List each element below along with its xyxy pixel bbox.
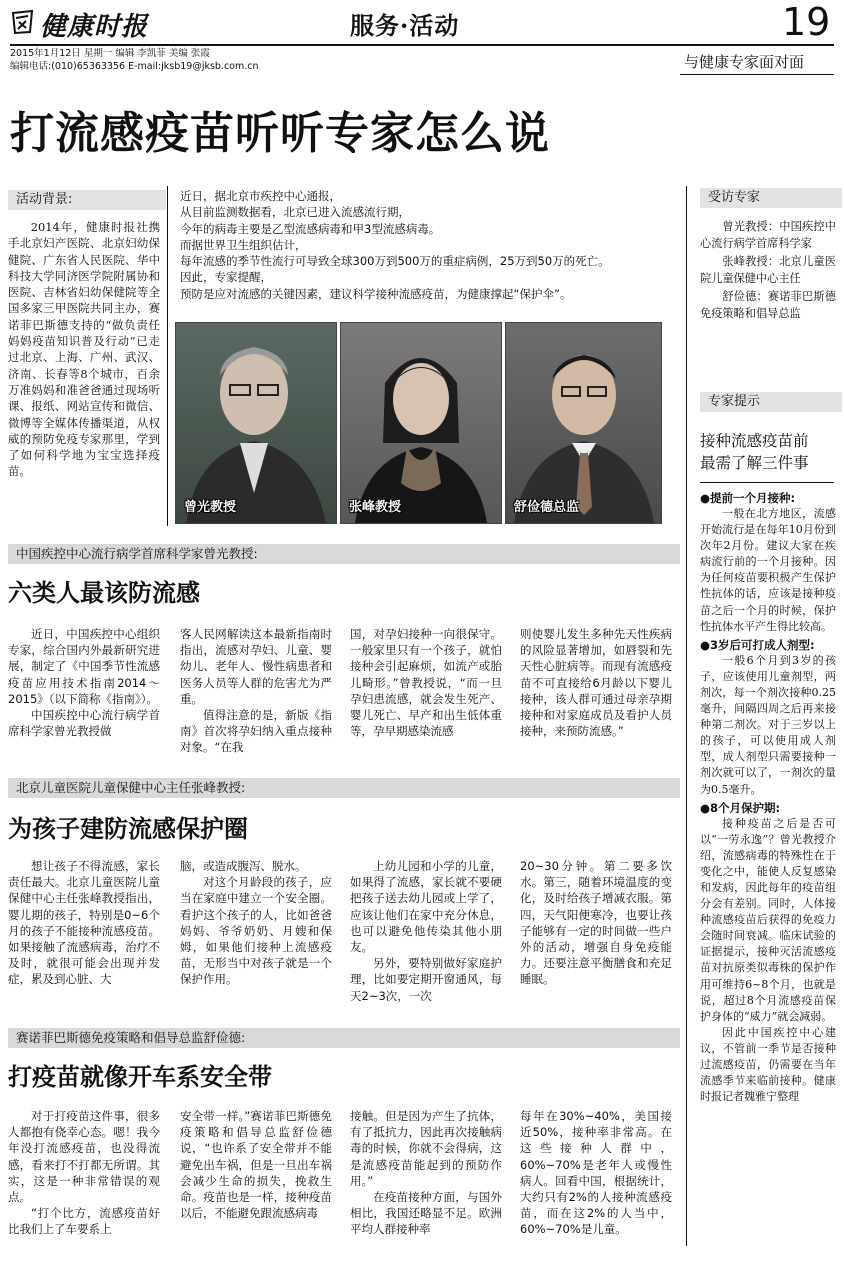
tips-rule bbox=[700, 482, 834, 483]
photo-caption: 舒俭德总监 bbox=[514, 500, 580, 515]
paragraph: 则使婴儿发生多种先天性疾病的风险显著增加，如唇裂和先天性心脏病等。而现有流感疫苗不可直接给6月龄以下婴儿接种，该人群可通过母亲孕期接种和对家庭成员及看护人员接种，来预防流感。” bbox=[520, 627, 672, 739]
photo-shu-jiande bbox=[505, 322, 662, 524]
paragraph: 对于打疫苗这件事，很多人都抱有侥幸心态。嗯！我今年没打流感疫苗，也没得流感，看来打不打都无所谓。其实，这是一种非常错误的观点。 bbox=[8, 1109, 160, 1205]
paragraph: 在疫苗接种方面，与国外相比，我国还略显不足。欧洲平均人群接种率 bbox=[350, 1190, 502, 1237]
section-banner: 赛诺菲巴斯德免疫策略和倡导总监舒俭德: bbox=[8, 1028, 680, 1048]
portrait-icon bbox=[506, 323, 661, 523]
tips-label: 专家提示 bbox=[700, 392, 842, 412]
paragraph: 另外，要特别做好家庭护理，比如要定期开窗通风，每天2~3次，一次 bbox=[350, 956, 502, 1003]
section-column bbox=[520, 626, 672, 739]
logo-mark-icon bbox=[10, 8, 36, 36]
section-column bbox=[8, 1108, 160, 1238]
section-column bbox=[350, 1108, 502, 1238]
photo-caption: 张峰教授 bbox=[349, 500, 402, 515]
tips-title-line: 接种流感疫苗前 bbox=[700, 432, 809, 450]
section-headline: 为孩子建防流感保护圈 bbox=[8, 814, 248, 843]
section-column bbox=[350, 858, 502, 1004]
masthead-tagline: 与健康专家面对面 bbox=[684, 53, 805, 71]
intro-line: 今年的病毒主要是乙型流感病毒和甲3型流感病毒。 bbox=[180, 221, 441, 236]
section-column bbox=[180, 626, 332, 756]
tip-item bbox=[700, 800, 836, 1025]
section-column bbox=[8, 858, 160, 988]
paragraph: 想让孩子不得流感，家长责任最大。北京儿童医院儿童保健中心主任张峰教授指出，婴儿期的孩子，特别是0~6个月的孩子不能接种流感疫苗。如果接触了流感病毒，治疗不及时，就很可能会出现并发症，累及到心脏、大 bbox=[8, 859, 160, 987]
masthead-logo bbox=[10, 6, 150, 40]
intro bbox=[180, 188, 670, 302]
divider-right bbox=[686, 186, 687, 1246]
tip-item bbox=[700, 490, 836, 635]
experts-label: 受访专家 bbox=[700, 188, 842, 208]
paragraph: 每年在30%~40%，美国接近50%，接种率非常高。在这些接种人群中，60%~70%是老年人或慢性病人。回看中国，根据统计，大约只有2%的人接种流感疫苗，而在这2%的人当中，60%~70%是儿童。 bbox=[520, 1109, 672, 1237]
section-banner: 中国疾控中心流行病学首席科学家曾光教授: bbox=[8, 544, 680, 564]
section-column bbox=[180, 1108, 332, 1221]
intro-line: 因此，专家提醒， bbox=[180, 270, 272, 285]
masthead-rule bbox=[10, 44, 834, 46]
tip-title: ●提前一个月接种: bbox=[700, 491, 796, 505]
photo-caption: 曾光教授 bbox=[184, 500, 237, 515]
portrait-icon bbox=[341, 323, 501, 523]
paragraph: 脑，或造成腹泻、脱水。 bbox=[180, 859, 307, 873]
intro-line: 而据世界卫生组织估计， bbox=[180, 237, 307, 252]
main-title: 打流感疫苗听听专家怎么说 bbox=[10, 108, 550, 159]
tip-title: ●8个月保护期: bbox=[700, 800, 781, 815]
tip-title: ●3岁后可打成人剂型: bbox=[700, 637, 815, 652]
photo-zeng-guang bbox=[175, 322, 337, 524]
paragraph: “打个比方，流感疫苗好比我们上了车要系上 bbox=[8, 1206, 160, 1237]
background-label: 活动背景: bbox=[8, 190, 166, 210]
expert-item: 曾光教授：中国疾控中心流行病学首席科学家 bbox=[700, 220, 836, 250]
paragraph: 值得注意的是，新版《指南》首次将孕妇纳入重点接种对象。“在我 bbox=[180, 708, 332, 755]
section-column bbox=[8, 626, 160, 739]
section-banner: 北京儿童医院儿童保健中心主任张峰教授: bbox=[8, 778, 680, 798]
background-text bbox=[8, 219, 160, 480]
photo-zhang-feng bbox=[340, 322, 502, 524]
background-paragraph: 2014年，健康时报社携手北京妇产医院、北京妇幼保健院、广东省人民医院、华中科技大学同济医学院附属协和医院、吉林省妇幼保健院等全国多家三甲医院共同主办，赛诺菲巴斯德支持的“做负责任妈妈疫苗知识普及行动”已走过北京、上海、广州、武汉、济南、长春等8个城市，百余万准妈妈和准爸爸通过现场听课、报纸、网站宣传和微信、微博等全媒体传播渠道，从权威的预防免疫专家那里，学到了如何科学地为宝宝选择疫苗。 bbox=[8, 220, 160, 479]
paragraph: 接触。但是因为产生了抗体，有了抵抗力，因此再次接触病毒的时候，你就不会得病，这是流感疫苗能起到的预防作用。” bbox=[350, 1109, 502, 1188]
tip-item bbox=[700, 637, 836, 798]
section-column bbox=[520, 858, 672, 988]
paragraph: 安全带一样。”赛诺菲巴斯德免疫策略和倡导总监舒俭德说，“也许系了安全带并不能避免出车祸，但是一旦出车祸会减少生命的损失，挽救生命。疫苗也是一样，接种疫苗以后，不能避免跟流感病毒 bbox=[180, 1109, 332, 1221]
portrait-icon bbox=[176, 323, 336, 523]
intro-line: 从目前监测数据看，北京已进入流感流行期， bbox=[180, 205, 410, 220]
paragraph: 20~30分钟。第二要多饮水。第三，随着环境温度的变化，及时给孩子增减衣服。第四，天气阳便寒冷，也要让孩子能够有一定的时间做一些户外的活动，增强自身免疫能力。还要注意平衡膳食和充足睡眠。 bbox=[520, 859, 672, 987]
page-number: 19 bbox=[782, 0, 831, 44]
paragraph: 对这个月龄段的孩子，应当在家庭中建立一个安全圈。看护这个孩子的人，比如爸爸妈妈、爷爷奶奶、月嫂和保姆，如果他们接种上流感疫苗，无形当中对孩子就是一个保护作用。 bbox=[180, 875, 332, 987]
section-column bbox=[520, 1108, 672, 1238]
tip-text: 一般在北方地区，流感开始流行是在每年10月份到次年2月份。建议大家在疾病流行前的一个月接种。因为任何疫苗要积极产生保护性抗体的话，应该是接种疫苗之后一个月的时候，保护性抗体水平产生得比较高。 bbox=[700, 507, 836, 633]
tips-title bbox=[700, 430, 840, 474]
date-line: 2015年1月12日 星期一 编辑 李凯菲 美编 张霞 bbox=[10, 48, 210, 59]
intro-line: 预防是应对流感的关键因素，建议科学接种流感疫苗，为健康撑起“保护伞”。 bbox=[180, 286, 572, 301]
paragraph: 客人民网解读这本最新指南时指出，流感对孕妇、儿童、婴幼儿、老年人、慢性病患者和医务人员等人群的危害尤为严重。 bbox=[180, 627, 332, 706]
paragraph: 近日，中国疾控中心组织专家，综合国内外最新研究进展，制定了《中国季节性流感疫苗应用技术指南2014～2015》（以下简称《指南》）。 bbox=[8, 627, 160, 706]
tips-list bbox=[700, 488, 836, 1105]
tips-title-line: 最需了解三件事 bbox=[700, 454, 809, 472]
intro-line: 近日，据北京市疾控中心通报， bbox=[180, 189, 341, 203]
contact-line: 编辑电话:(010)65363356 E-mail:jksb19@jksb.com.cn bbox=[10, 61, 259, 72]
tagline-rule bbox=[680, 74, 834, 75]
paragraph: 中国疾控中心流行病学首席科学家曾光教授做 bbox=[8, 708, 160, 739]
tip-text: 接种疫苗之后是否可以“一劳永逸”？曾光教授介绍，流感病毒的特殊性在于变化之中，能使人反复感染和发病，因此每年的疫苗组分会有差别。同时，人体接种流感疫苗后获得的免疫力会随时间衰减。临床试验的证据提示，接种灭活流感疫苗对抗原类似毒株的保护作用可维持6~8个月，也就是说，超过8个月流感疫苗保护身体的“威力”就会减弱。 bbox=[700, 816, 836, 1023]
tip-text: 一般6个月到3岁的孩子，应该使用儿童剂型，两剂次，每一个剂次接种0.25毫升，间隔四周之后再来接种第二剂次。对于三岁以上的孩子，可以使用成人剂型，成人剂型只需要接种一剂次就可以了，一剂次的量为0.5毫升。 bbox=[700, 653, 836, 796]
section-column bbox=[350, 626, 502, 739]
expert-item: 张峰教授：北京儿童医院儿童保健中心主任 bbox=[700, 255, 836, 285]
section-column bbox=[180, 858, 332, 988]
intro-line: 每年流感的季节性流行可导致全球300万到500万的重症病例，25万到50万的死亡。 bbox=[180, 254, 610, 269]
tip-item bbox=[700, 1025, 836, 1105]
section-headline: 打疫苗就像开车系安全带 bbox=[8, 1062, 272, 1091]
divider-left bbox=[167, 186, 168, 526]
expert-item: 舒俭德：赛诺菲巴斯德免疫策略和倡导总监 bbox=[700, 290, 836, 320]
paragraph: 国，对孕妇接种一向很保守。一般家里只有一个孩子，就怕接种会引起麻烦，如流产或胎儿畸形。”曾教授说，“而一旦孕妇患流感，就会发生死产、婴儿死亡、早产和出生低体重等，孕早期感染流感 bbox=[350, 627, 502, 739]
paragraph: 上幼儿园和小学的儿童，如果得了流感，家长就不要硬把孩子送去幼儿园或上学了，应该让他们在家中充分休息，也可以避免他传染其他小朋友。 bbox=[350, 859, 502, 955]
section-title: 服务·活动 bbox=[350, 11, 460, 40]
logo-text: 健康时报 bbox=[40, 12, 149, 42]
section-headline: 六类人最该防流感 bbox=[8, 578, 200, 607]
experts-list bbox=[700, 219, 836, 322]
tip-text: 因此中国疾控中心建议，不管前一季节是否接种过流感疫苗，仍需要在当年流感季节来临前接种。健康时报记者魏雅宁整理 bbox=[700, 1025, 836, 1104]
